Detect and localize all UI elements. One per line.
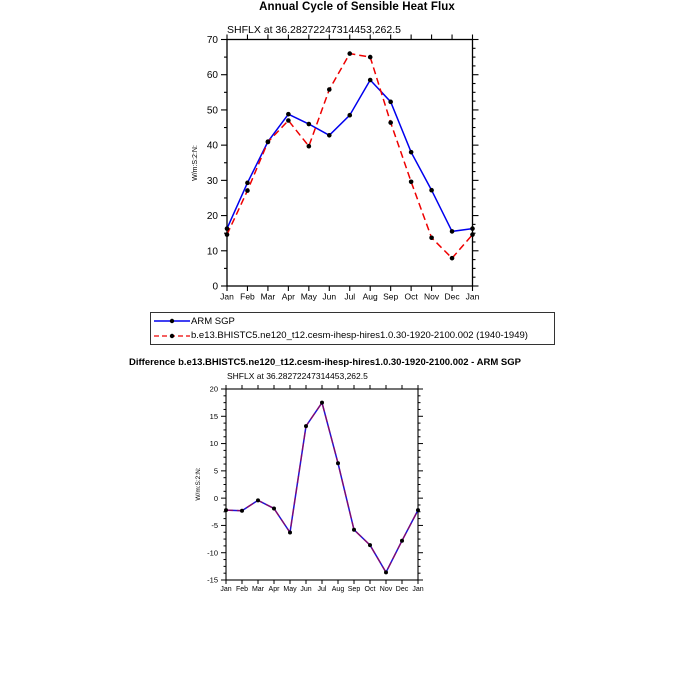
x-tick-label: Aug [362, 291, 378, 302]
data-point-marker [307, 144, 312, 149]
x-tick-label: Jan [220, 586, 232, 593]
y-axis-label: W/m:S:2:N: [192, 145, 199, 181]
data-point-marker [245, 188, 250, 193]
data-point-marker [327, 133, 332, 138]
y-tick-label: 50 [206, 105, 218, 117]
x-tick-label: Dec [444, 291, 460, 302]
legend-line-sample-dashed-red [153, 330, 191, 342]
b-e13-bhistc5-ne120-t12-cesm-ihesp-hires-line [227, 54, 473, 259]
x-tick-label: Jan [412, 586, 424, 593]
data-point-marker [225, 226, 230, 231]
y-tick-label: 20 [209, 384, 218, 394]
y-tick-label: 0 [212, 281, 218, 293]
data-point-marker [266, 140, 271, 145]
y-tick-label: -10 [207, 548, 218, 558]
data-point-marker [368, 543, 372, 547]
y-tick-label: -15 [207, 575, 218, 585]
top-chart-subtitle: SHFLX at 36.28272247314453,262.5 [227, 24, 401, 36]
x-tick-label: Feb [235, 586, 249, 593]
x-tick-label: Apr [281, 291, 295, 302]
data-point-marker [368, 55, 373, 60]
difference-line [226, 403, 418, 573]
data-point-marker [388, 100, 393, 105]
data-point-marker [400, 539, 404, 543]
data-point-marker [245, 181, 250, 186]
data-point-marker [450, 229, 455, 234]
y-tick-label: 10 [209, 439, 218, 449]
legend-label-model: b.e13.BHISTC5.ne120_t12.cesm-ihesp-hires1.0.30-1920-2100.002 (1940-1949) [191, 329, 528, 341]
data-point-marker [336, 461, 340, 465]
data-point-marker [320, 401, 324, 405]
difference-overlay-line [226, 403, 418, 573]
data-point-marker [429, 235, 434, 240]
data-point-marker [388, 120, 393, 125]
x-tick-label: Aug [331, 586, 345, 593]
data-point-marker [352, 528, 356, 532]
y-tick-label: 30 [206, 175, 218, 187]
x-tick-label: May [283, 586, 297, 593]
top-chart-title: Annual Cycle of Sensible Heat Flux [259, 1, 455, 13]
data-point-marker [470, 232, 475, 237]
data-point-marker [286, 112, 291, 117]
data-point-marker [384, 570, 388, 574]
data-point-marker [409, 179, 414, 184]
y-tick-label: 70 [206, 35, 218, 46]
data-point-marker [288, 531, 292, 535]
data-point-marker [225, 232, 230, 237]
x-tick-label: Apr [268, 586, 280, 593]
x-tick-label: Feb [240, 291, 255, 302]
x-tick-label: Mar [251, 586, 265, 593]
legend-label-arm-sgp: ARM SGP [191, 315, 235, 327]
data-point-marker [304, 424, 308, 428]
data-point-marker [272, 507, 276, 511]
y-tick-label: 0 [213, 493, 218, 503]
x-tick-label: Nov [424, 291, 440, 302]
data-point-marker [368, 78, 373, 83]
x-tick-label: Jul [344, 291, 356, 302]
data-point-marker [347, 51, 352, 56]
x-tick-label: Jan [220, 291, 234, 302]
data-point-marker [224, 508, 228, 512]
data-point-marker [240, 509, 244, 513]
x-tick-label: Jul [317, 586, 327, 593]
x-tick-label: Jan [465, 291, 480, 302]
legend-box [150, 312, 555, 345]
y-tick-label: 10 [206, 246, 218, 258]
data-point-marker [327, 87, 332, 92]
x-tick-label: Jun [322, 291, 337, 302]
data-point-marker [307, 122, 312, 127]
y-tick-label: 15 [209, 411, 218, 421]
y-axis-label: W/m:S:2:N: [195, 467, 202, 501]
difference-chart-subtitle: SHFLX at 36.28272247314453,262.5 [227, 371, 368, 381]
x-tick-label: Sep [383, 291, 399, 302]
data-point-marker [470, 226, 475, 231]
data-point-marker [256, 498, 260, 502]
legend-line-sample-solid-blue [153, 315, 191, 327]
x-tick-label: Dec [395, 586, 409, 593]
difference-chart-canvas [0, 355, 700, 615]
data-point-marker [409, 150, 414, 155]
plot-frame [226, 389, 418, 580]
top-chart-canvas [0, 0, 700, 310]
data-point-marker [450, 256, 455, 261]
data-point-marker [416, 508, 420, 512]
x-tick-label: Jun [300, 586, 312, 593]
x-tick-label: Mar [260, 291, 276, 302]
y-tick-label: -5 [211, 521, 218, 531]
legend-item-arm-sgp [153, 314, 554, 328]
x-tick-label: Sep [347, 586, 361, 593]
data-point-marker [429, 188, 434, 193]
data-point-marker [347, 113, 352, 118]
plot-frame [227, 40, 473, 287]
x-tick-label: Nov [379, 586, 393, 593]
y-tick-label: 40 [206, 140, 218, 152]
legend-item-model [153, 329, 554, 343]
arm-sgp-line [227, 80, 473, 231]
y-tick-label: 20 [206, 211, 218, 223]
y-tick-label: 5 [213, 466, 218, 476]
x-tick-label: May [300, 291, 317, 302]
x-tick-label: Oct [364, 586, 376, 593]
data-point-marker [286, 118, 291, 123]
x-tick-label: Oct [404, 291, 418, 302]
y-tick-label: 60 [206, 70, 218, 82]
difference-chart-title: Difference b.e13.BHISTC5.ne120_t12.cesm-ihesp-hires1.0.30-1920-2100.002 - ARM SGP [129, 357, 521, 368]
